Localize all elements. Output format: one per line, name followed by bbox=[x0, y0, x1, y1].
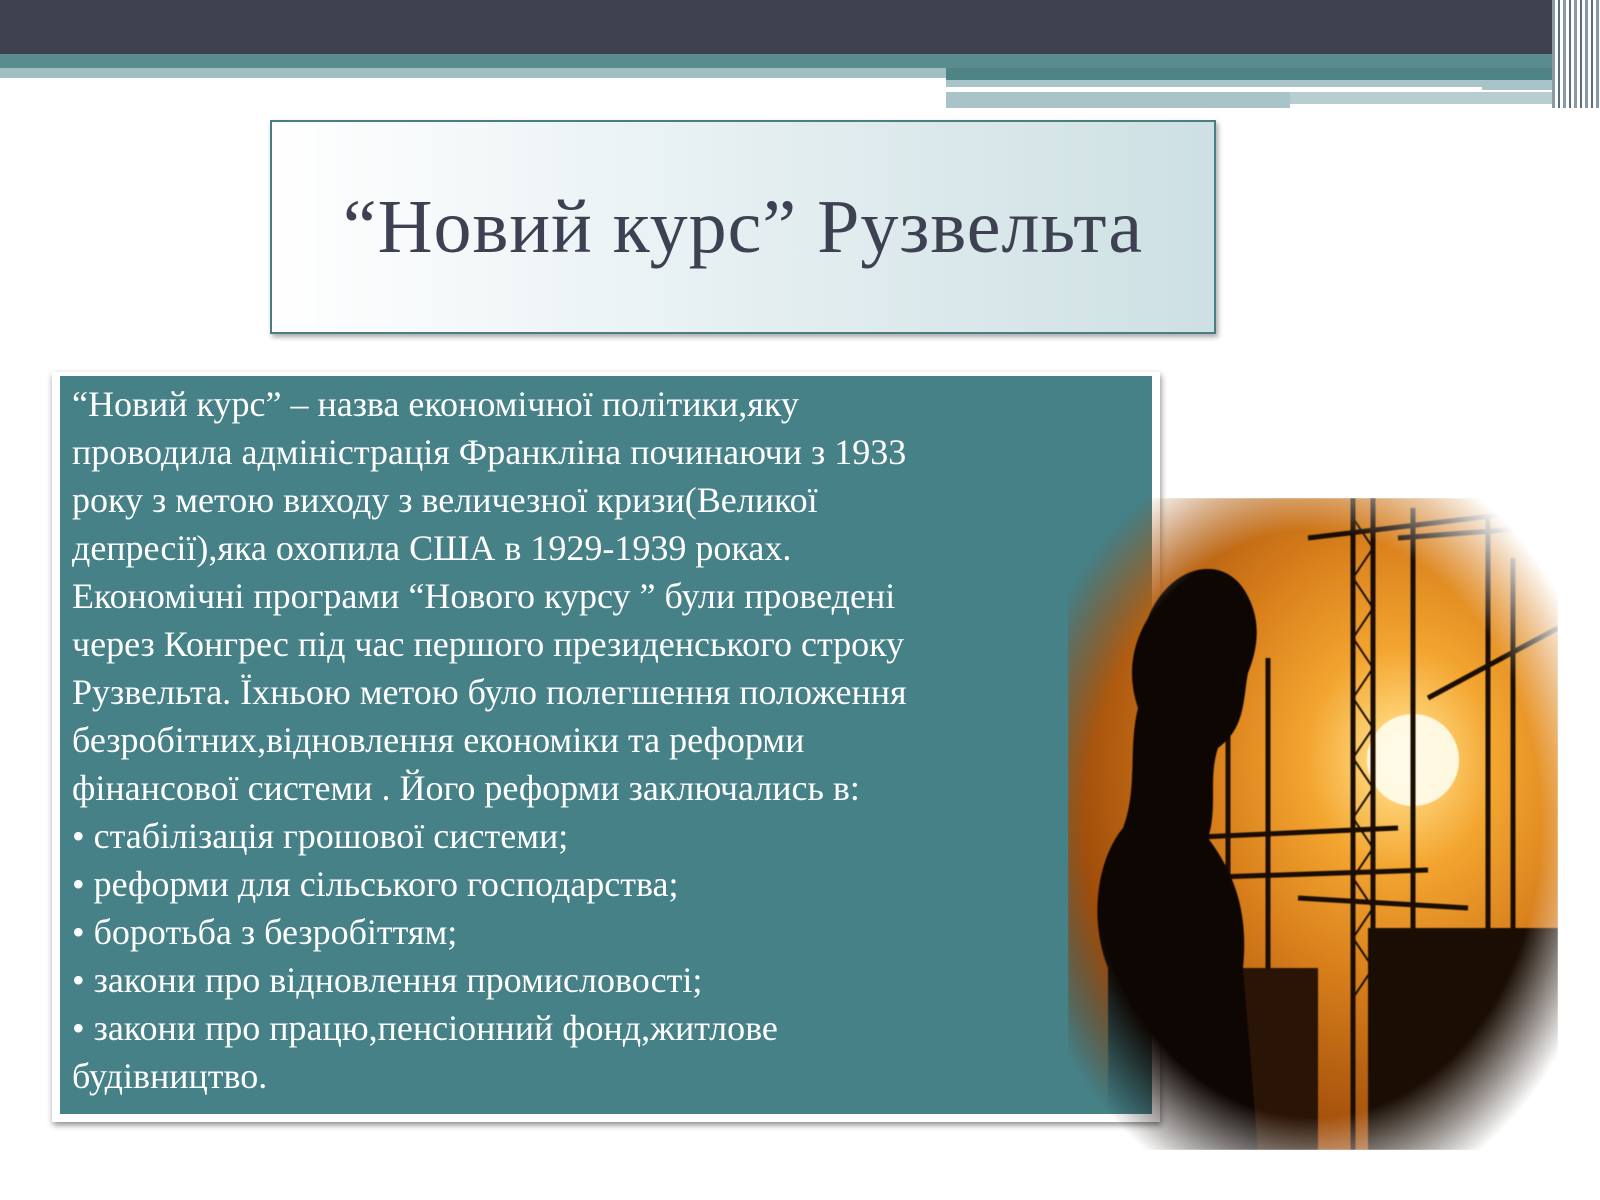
body-line: безробітних,відновлення економіки та реформи bbox=[72, 720, 805, 760]
bullet-item: • стабілізація грошової системи; bbox=[72, 816, 569, 856]
body-line: депресії),яка охопила США в 1929-1939 роках. bbox=[72, 528, 792, 568]
bullet-item: • реформи для сільського господарства; bbox=[72, 864, 679, 904]
header-band-light-lower-right bbox=[1290, 92, 1560, 104]
header-band-teal-right bbox=[946, 68, 1560, 80]
bullet-item: • закони про працю,пенсіонний фонд,житлове bbox=[72, 1008, 778, 1048]
body-line: року з метою виходу з величезної кризи(Великої bbox=[72, 480, 818, 520]
slide-title: “Новий курс” Рузвельта bbox=[342, 184, 1144, 269]
building-silhouette bbox=[1368, 928, 1558, 1150]
header-band-light bbox=[0, 68, 946, 78]
body-line: “Новий курс” – назва економічної політики,яку bbox=[72, 384, 799, 424]
header-band-dark bbox=[0, 0, 1600, 54]
bullet-item: • боротьба з безробіттям; bbox=[72, 912, 458, 952]
header-band-teal bbox=[0, 54, 1560, 68]
header-vertical-stripes bbox=[1552, 0, 1600, 108]
bullet-item: • закони про відновлення промисловості; bbox=[72, 960, 703, 1000]
bullet-item-continuation: будівництво. bbox=[72, 1056, 268, 1096]
body-line: фінансової системи . Його реформи заключались в: bbox=[72, 768, 860, 808]
body-line: через Конгрес під час першого президенського строку bbox=[72, 624, 905, 664]
title-box bbox=[270, 120, 1216, 334]
body-line: Економічні програми “Нового курсу ” були проведені bbox=[72, 576, 896, 616]
body-line: Рузвельта. Їхньою метою було полегшення положення bbox=[72, 672, 907, 712]
body-text bbox=[72, 380, 1172, 1100]
header-white-line bbox=[946, 87, 1482, 90]
body-line: проводила адміністрація Франкліна починаючи з 1933 bbox=[72, 432, 907, 472]
header-band-light-lower bbox=[946, 92, 1290, 108]
